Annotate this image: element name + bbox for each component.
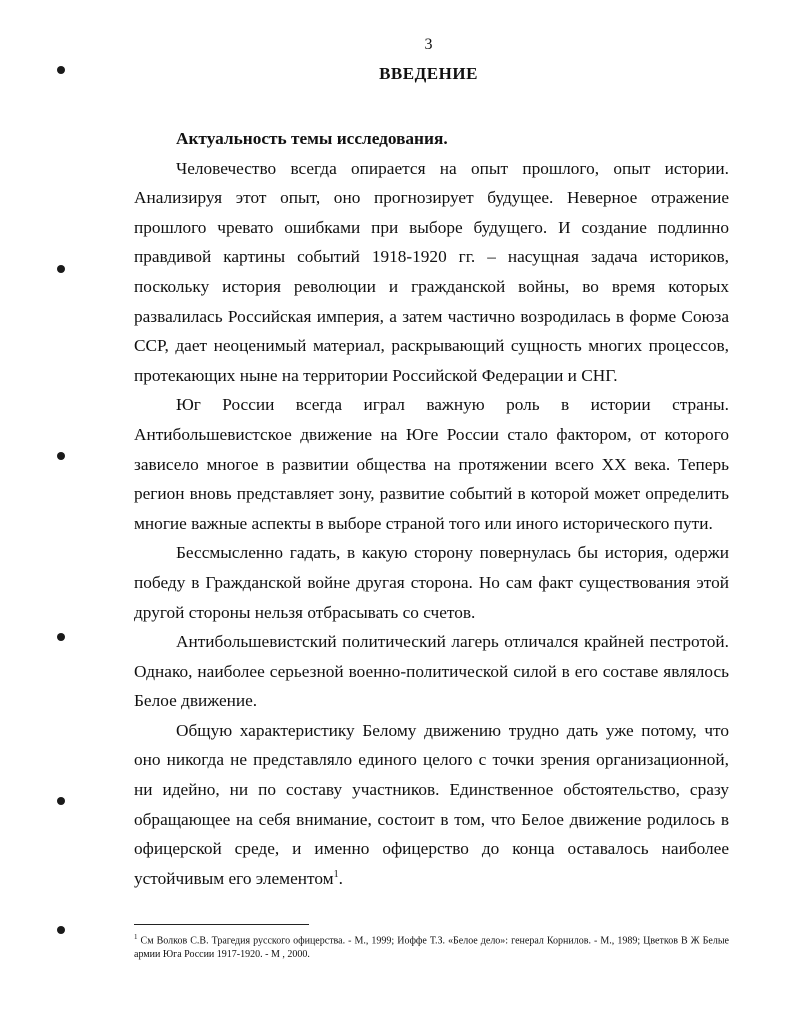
footnote: [134, 930, 729, 962]
footnote-reference[interactable]: 1: [333, 869, 339, 881]
paragraph: Общую характеристику Белому движению трудно дать уже потому, что оно никогда не представляло единого целого с точки зрения организационной, ни идейно, ни по составу участников. Единственное обстоятельство, сразу обращающее на себя внимание, состоит в том, что Белое движение родилось в офицерской среде, и именно офицерство до конца оставалось наиболее устойчивым его элементом: [134, 720, 729, 888]
binding-hole-mark: [57, 926, 65, 934]
page-number: 3: [424, 36, 433, 53]
binding-hole-mark: [57, 633, 65, 641]
footnote-mark: 1: [134, 933, 138, 941]
page-title: ВВЕДЕНИЕ: [379, 64, 478, 83]
paragraph: Человечество всегда опирается на опыт прошлого, опыт истории. Анализируя этот опыт, оно прогнозирует будущее. Неверное отражение прошлого чревато ошибками при выборе будущего. И создание подлинно правдивой картины событий 1918-1920 гг. – насущная задача историков, поскольку история революции и гражданской войны, во время которых развалилась Российская империя, а затем частично возродилась в форме Союза ССР, дает неоценимый материал, раскрывающий сущность многих процессов, протекающих ныне на территории Российской Федерации и СНГ.: [134, 158, 729, 385]
footnote-text: См Волков С.В. Трагедия русского офицерства. - М., 1999; Иоффе Т.З. «Белое дело»: генерал Корнилов. - М., 1989; Цветков В Ж Белые армии Юга России 1917-1920. - М , 2000.: [134, 935, 729, 961]
paragraph: Юг России всегда играл важную роль в истории страны. Антибольшевистское движение на Юге России стало фактором, от которого зависело многое в развитии общества на протяжении всего XX века. Теперь регион вновь представляет зону, развитие событий в которой может определить многие важные аспекты в выборе страной того или иного исторического пути.: [134, 395, 729, 533]
footnote-divider: [134, 924, 309, 925]
paragraph-with-footnote: Общую характеристику Белому движению трудно дать уже потому, что оно никогда не представляло единого целого с точки зрения организационной, ни идейно, ни по составу участников. Единственное обстоятельство, сразу обращающее на себя внимание, состоит в том, что Белое движение родилось в офицерской среде, и именно офицерство до конца оставалось наиболее устойчивым его элементом$^1$.: [134, 720, 729, 888]
document-body: [134, 124, 729, 893]
binding-hole-mark: [57, 452, 65, 460]
binding-hole-mark: [57, 797, 65, 805]
section-heading: Актуальность темы исследования.: [176, 129, 448, 148]
binding-hole-mark: [57, 265, 65, 273]
paragraph: Антибольшевистский политический лагерь отличался крайней пестротой. Однако, наиболее серьезной военно-политической силой в его составе являлось Белое движение.: [134, 632, 729, 711]
paragraph: Бессмысленно гадать, в какую сторону повернулась бы история, одержи победу в Гражданской войне другая сторона. Но сам факт существования этой другой стороны нельзя отбрасывать со счетов.: [134, 543, 729, 622]
